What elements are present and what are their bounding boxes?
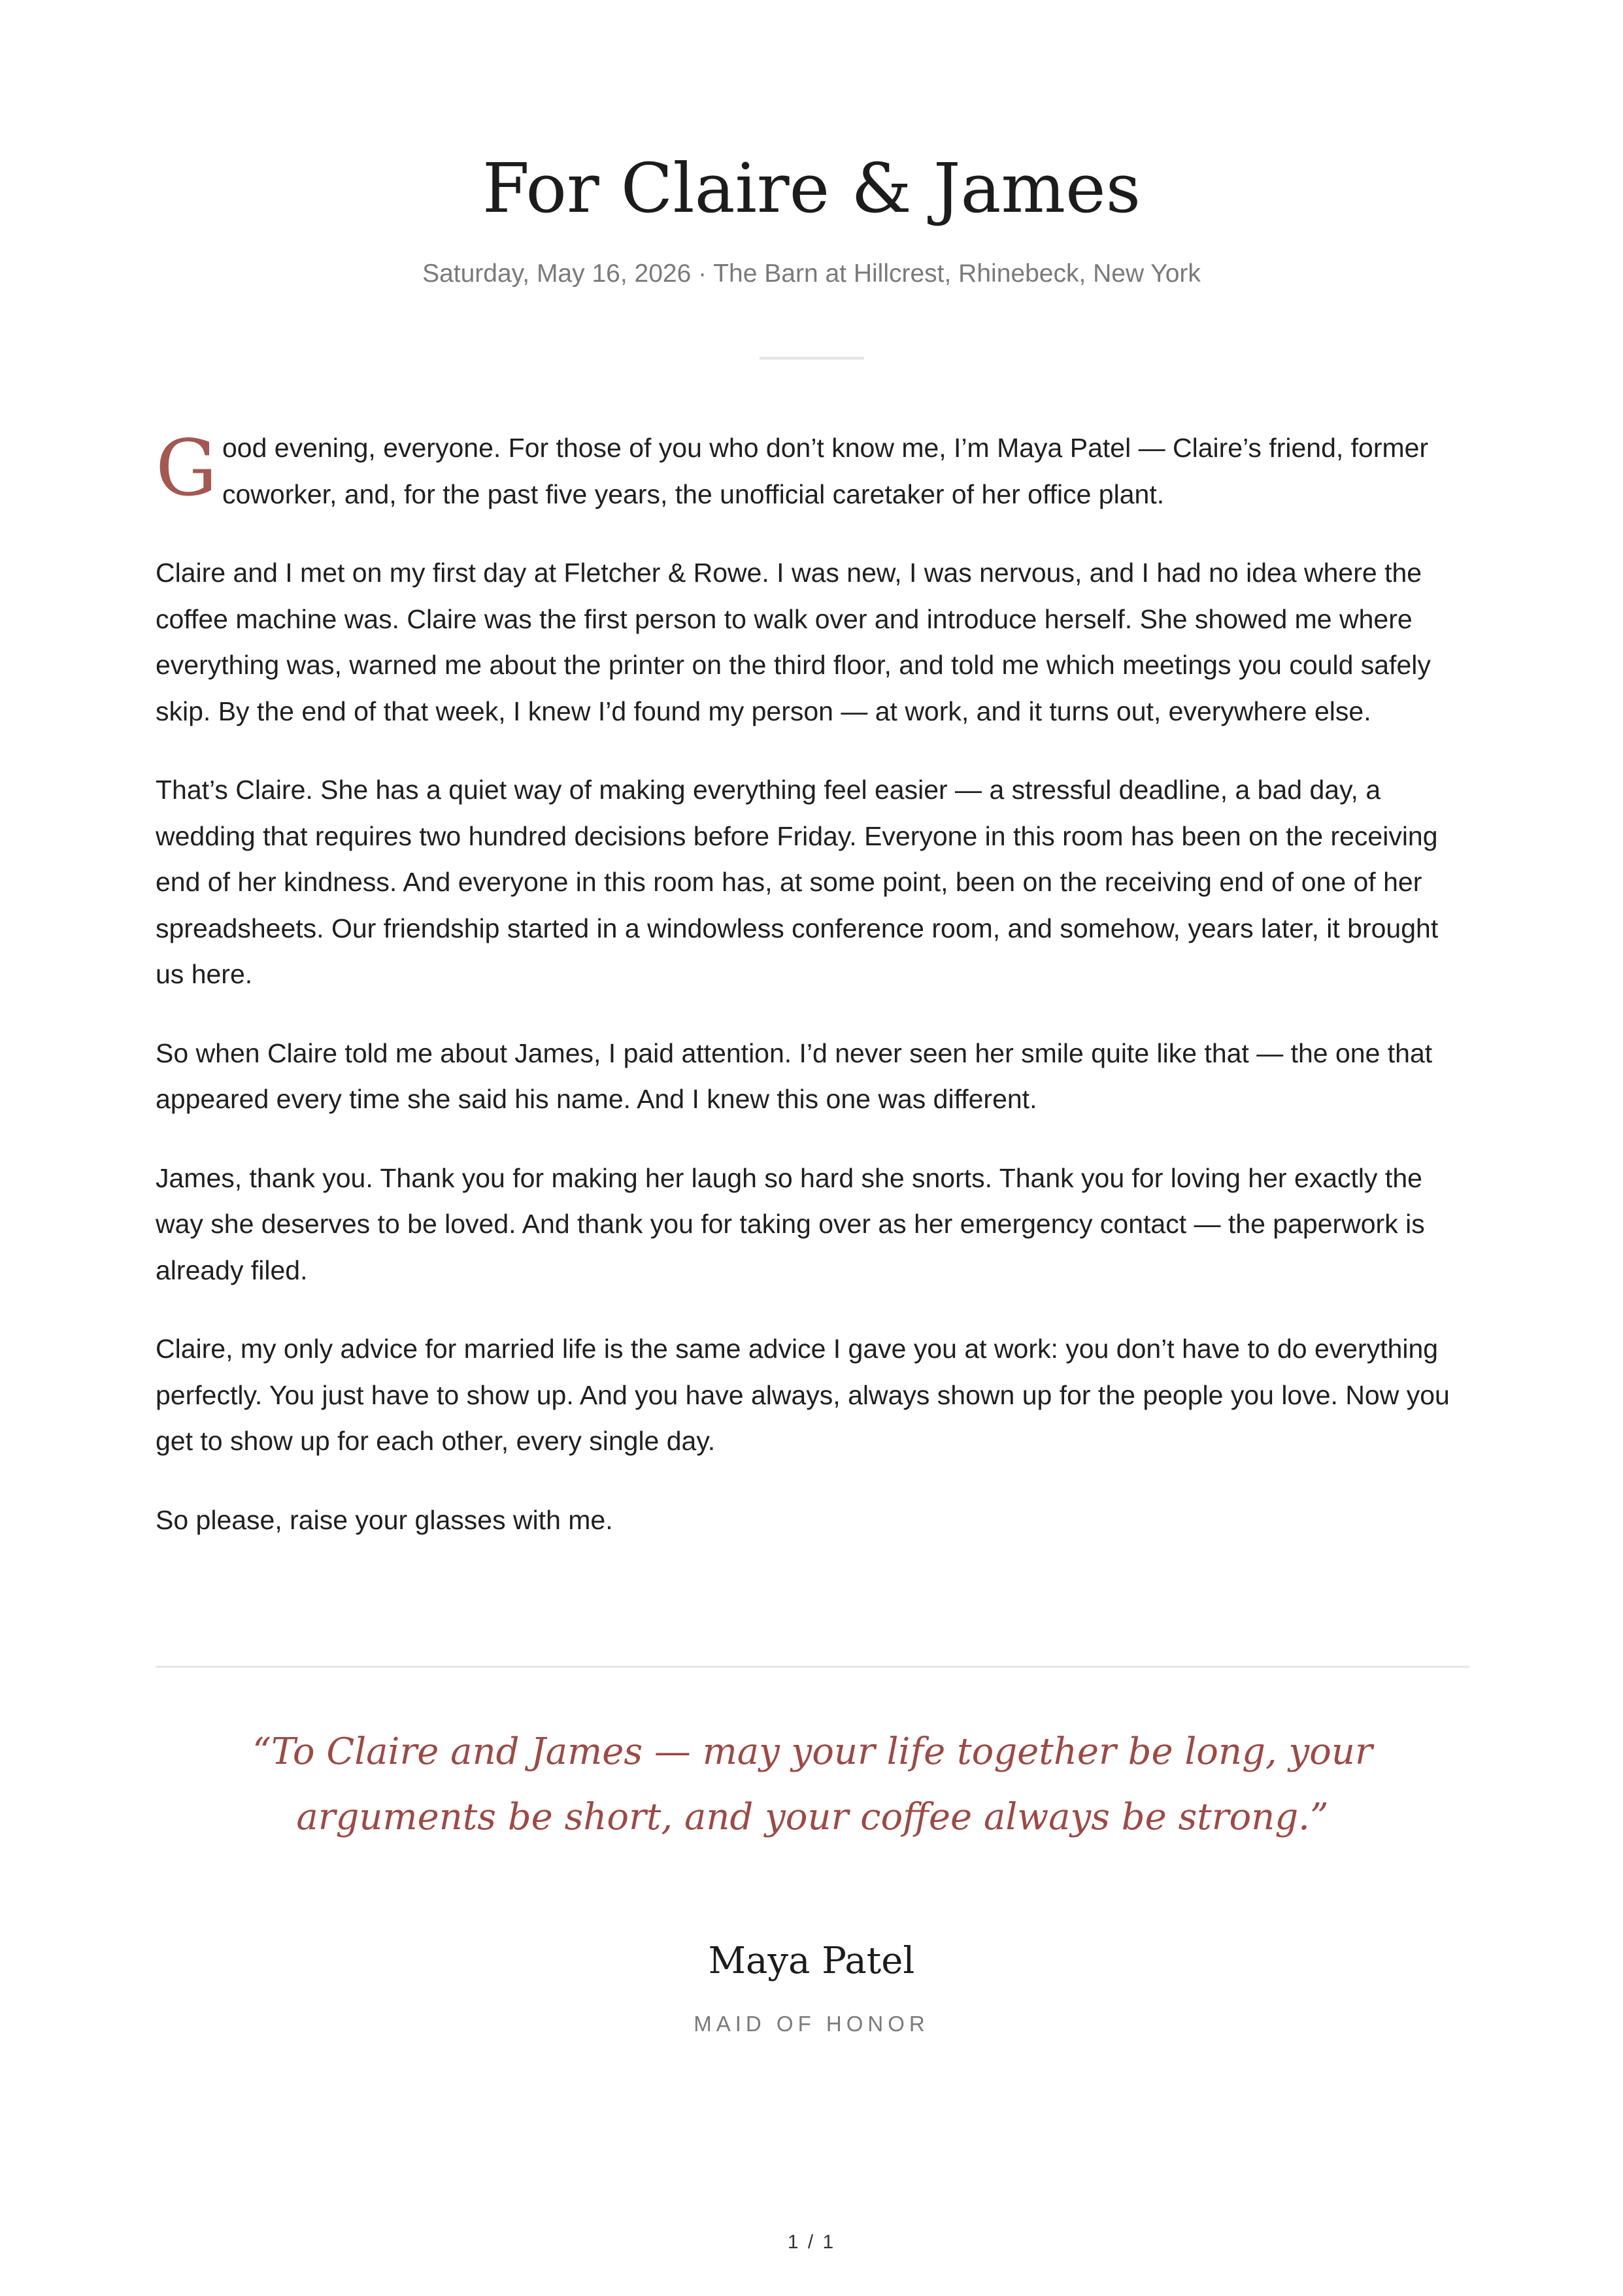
signature-block bbox=[0, 1935, 1623, 2038]
speech-paragraph-6: Claire, my only advice for married life is the same advice I gave you at work: you don’t have to do everything perfectly. You just have to show up. And you have always, always shown up for the people you love. Now you get to show up for each other, every single day. bbox=[156, 1334, 1450, 1456]
speech-paragraph-2: Claire and I met on my first day at Fletcher & Rowe. I was new, I was nervous, and I had no idea where the coffee machine was. Claire was the first person to walk over and introduce herself. She showed me where everything was, warned me about the printer on the third floor, and told me which meetings you could safely skip. By the end of that week, I knew I’d found my person — at work, and it turns out, everywhere else. bbox=[156, 558, 1431, 726]
page-number: 1 / 1 bbox=[787, 2231, 836, 2253]
page-title: For Claire & James bbox=[482, 148, 1141, 228]
header-divider bbox=[760, 357, 864, 360]
speech-paragraph-1-text: ood evening, everyone. For those of you who don’t know me, I’m Maya Patel — Claire’s friend, former coworker, and, for the past five years, the unofficial caretaker of her office plant. bbox=[222, 433, 1429, 509]
speech-paragraph-1 bbox=[156, 425, 1469, 517]
speech-paragraph-4: So when Claire told me about James, I paid attention. I’d never seen her smile quite like that — the one that appeared every time she said his name. And I knew this one was different. bbox=[156, 1038, 1433, 1114]
signature-name: Maya Patel bbox=[708, 1940, 915, 1982]
signature-role: MAID OF HONOR bbox=[694, 2012, 929, 2036]
drop-cap: G bbox=[156, 423, 218, 513]
event-details: Saturday, May 16, 2026 · The Barn at Hillcrest, Rhinebeck, New York bbox=[422, 260, 1201, 288]
speech-paragraph-7: So please, raise your glasses with me. bbox=[156, 1504, 613, 1535]
speech-paragraph-5: James, thank you. Thank you for making her laugh so hard she snorts. Thank you for loving her exactly the way she deserves to be loved. And thank you for taking over as her emergency contact — the paperwork is already filed. bbox=[156, 1162, 1425, 1285]
speech-body bbox=[156, 425, 1469, 1576]
speech-paragraph-3: That’s Claire. She has a quiet way of making everything feel easier — a stressful deadline, a bad day, a wedding that requires two hundred decisions before Friday. Everyone in this room has been on the receiving end of her kindness. And everyone in this room has, at some point, been on the receiving end of one of her spreadsheets. Our friendship started in a windowless conference room, and somehow, years later, it brought us here. bbox=[156, 775, 1439, 989]
quote-divider bbox=[156, 1666, 1469, 1668]
header bbox=[0, 143, 1623, 290]
toast-quote: “To Claire and James — may your life together be long, your arguments be short, and your coffee always be strong.” bbox=[252, 1730, 1373, 1838]
